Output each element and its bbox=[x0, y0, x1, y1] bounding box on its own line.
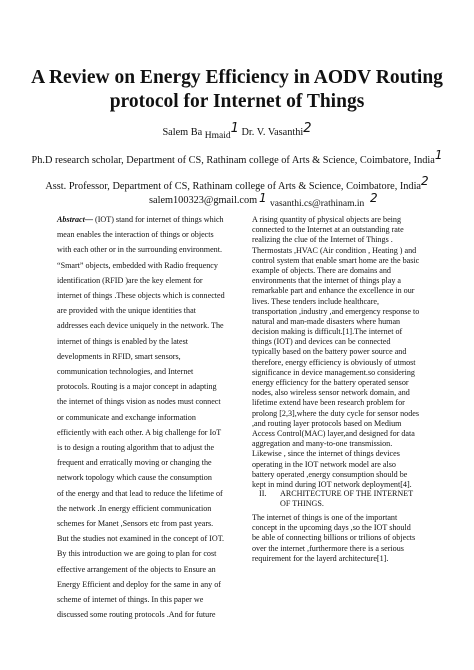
email-1-marker: 1 bbox=[259, 191, 267, 205]
text-line: Likewise , since the internet of things devices bbox=[252, 449, 400, 459]
text-line: kept in mind during IOT network deployment[4]. bbox=[252, 480, 412, 490]
paper-title bbox=[30, 66, 444, 114]
author-2: Dr. V. Vasanthi bbox=[241, 127, 304, 138]
author-1-marker: 1 bbox=[230, 121, 239, 136]
title-line-2: protocol for Internet of Things bbox=[109, 91, 365, 112]
abstract-line: the internet of things vision as nodes must connect bbox=[57, 397, 221, 407]
text-line: transportation ,industry ,and emergency response to bbox=[252, 307, 420, 317]
text-line: ,and routing layer protocols based on Medium bbox=[252, 418, 402, 428]
email-2: vasanthi.cs@rathinam.in bbox=[270, 199, 365, 209]
text-line: realizing the clue of the Internet of Things . bbox=[252, 235, 393, 245]
abstract-line: efficiently with each other. A big challenge for IoT bbox=[57, 427, 222, 437]
section-paragraph bbox=[252, 513, 445, 564]
affiliation-2-marker: 2 bbox=[421, 174, 429, 188]
email-2-marker: 2 bbox=[370, 191, 378, 205]
author-1-last: Hmaid bbox=[204, 131, 231, 141]
affiliation-2 bbox=[20, 174, 454, 192]
abstract-line: of the energy and that lead to reduce the lifetime of bbox=[57, 488, 223, 498]
text-line: example of objects. There are domains and bbox=[252, 266, 391, 276]
text-line: lives. These tenders include healthcare, bbox=[252, 297, 380, 306]
abstract-label: Abstract bbox=[57, 215, 85, 224]
affiliation-1 bbox=[20, 148, 454, 166]
text-line: concept in the upcoming days ,so the IOT should bbox=[252, 523, 411, 533]
abstract-line-0 bbox=[57, 212, 249, 227]
abstract-line: or communicate and exchange information bbox=[57, 412, 196, 422]
text-line: environments that the internet of things play a bbox=[252, 276, 402, 286]
intro-paragraph-2 bbox=[252, 297, 445, 328]
text-line: A rising quantity of physical objects are being bbox=[252, 215, 402, 224]
text-line: control system that enable smart home are the basic bbox=[252, 255, 420, 265]
author-line bbox=[20, 121, 454, 141]
intro-paragraph-3 bbox=[252, 327, 445, 490]
text-line: lifetime extend have been research problem for bbox=[252, 398, 405, 408]
section-title-line-2: OF THINGS. bbox=[280, 499, 324, 508]
text-line: connected to the Internet at an outstanding rate bbox=[252, 225, 404, 235]
abstract-line: are provided with the unique identities that bbox=[57, 306, 196, 316]
text-line: natural and man-made disasters where human bbox=[252, 317, 401, 327]
abstract-line: internet of things .These objects which is connected bbox=[57, 291, 225, 301]
abstract-line: But the studies not examined in the concept of IOT. bbox=[57, 534, 225, 544]
abstract-line: developments in RFID, smart sensors, bbox=[57, 351, 181, 361]
abstract-line: scheme of internet of things. In this paper we bbox=[57, 595, 204, 605]
abstract-line: frequent and erratically moving or changing the bbox=[57, 458, 212, 468]
section-title-line-1: ARCHITECTURE OF THE INTERNET bbox=[280, 489, 414, 498]
abstract-dash: — bbox=[84, 215, 93, 224]
abstract-line: schemes for Manet ,Sensors etc from past years. bbox=[57, 519, 214, 529]
text-line: typically based on the battery power source and bbox=[252, 347, 407, 357]
abstract-line: “Smart” objects, embedded with Radio frequency bbox=[57, 260, 218, 270]
abstract-line: with each other or in the surrounding environment. bbox=[57, 245, 222, 255]
text-line: energy efficiency for the battery operated sensor bbox=[252, 378, 409, 388]
text-line: aggregation and many-to-one transmission. bbox=[252, 439, 393, 449]
text-line: therefore, energy efficiency is obviously of utmost bbox=[252, 357, 416, 367]
abstract-line: addresses each device uniquely in the network. The bbox=[57, 321, 224, 331]
email-1: salem100323@gmail.com bbox=[149, 195, 258, 206]
affiliation-2-text: Asst. Professor, Department of CS, Rathinam college of Arts & Science, Coimbatore, India bbox=[45, 181, 421, 192]
text-line: prolong [2,3],where the duty cycle for sensor nodes bbox=[252, 408, 419, 418]
text-line: over the internet ,furthermore there is a serious bbox=[252, 543, 404, 553]
text-line: operating in the IOT network model are also bbox=[252, 459, 396, 469]
text-line: Thermostats ,HVAC (Air condition , Heating ) and bbox=[252, 245, 417, 255]
abstract-line: Energy Efficient and deploy for the same in any of bbox=[57, 579, 221, 589]
text-line: Access Control(MAC) layer,and designed for data bbox=[252, 429, 415, 439]
affiliation-1-text: Ph.D research scholar, Department of CS, Rathinam college of Arts & Science, Coimbatore, India bbox=[31, 155, 435, 166]
text-line: battery operated ,energy consumption should be bbox=[252, 469, 408, 479]
abstract-line: network topology which cause the consumption bbox=[57, 473, 212, 483]
abstract-line: By this introduction we are going to plan for cost bbox=[57, 549, 217, 559]
affiliation-1-marker: 1 bbox=[434, 148, 443, 162]
text-line: The internet of things is one of the important bbox=[252, 513, 398, 522]
author-2-marker: 2 bbox=[303, 121, 312, 136]
abstract-line: is to design a routing algorithm that to adjust the bbox=[57, 443, 215, 453]
abstract-line: mean enables the interaction of things or objects bbox=[57, 230, 214, 240]
abstract-first-line: (IOT) stand for internet of things which bbox=[95, 215, 224, 224]
abstract-line: internet of things is enabled by the latest bbox=[57, 336, 189, 346]
abstract-line: the network .In energy efficient communication bbox=[57, 503, 212, 513]
section-number: II. bbox=[259, 489, 267, 498]
text-line: things (IOT) and devices can be connected bbox=[252, 337, 391, 347]
abstract-line: discussed some routing protocols .And for future bbox=[57, 610, 216, 620]
intro-paragraph-1 bbox=[252, 215, 445, 297]
title-line-1: A Review on Energy Efficiency in AODV Routing bbox=[31, 67, 443, 88]
text-line: significance in device management.so considering bbox=[252, 367, 415, 377]
author-1-first: Salem Ba bbox=[162, 127, 203, 138]
text-line: decision making is difficult.[1].The internet of bbox=[252, 327, 403, 336]
abstract-line: communication technologies, and Internet bbox=[57, 367, 194, 377]
abstract-line: identification (RFID )are the key element for bbox=[57, 275, 203, 285]
abstract-column bbox=[57, 212, 249, 622]
text-line: be able of connecting billions or trilions of objects bbox=[252, 533, 416, 543]
text-line: remarkable part and enhance the excellence in our bbox=[252, 286, 415, 296]
abstract-line: effective arrangement of the objects to Ensure an bbox=[57, 564, 216, 574]
text-line: requirement for the layerd architecture[1]. bbox=[252, 553, 389, 563]
abstract-line: protocols. Routing is a major concept in adapting bbox=[57, 382, 217, 392]
text-line: nodes, also wireless sensor network domain, and bbox=[252, 388, 410, 398]
